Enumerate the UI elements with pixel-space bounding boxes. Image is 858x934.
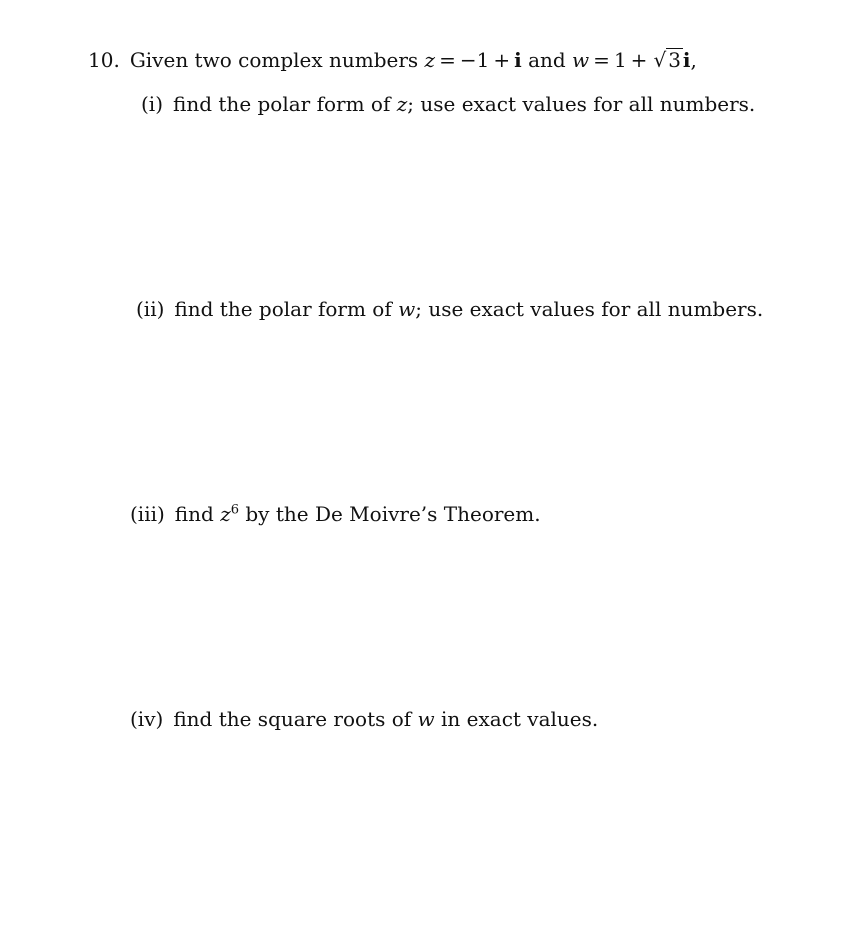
part-variable: z bbox=[396, 92, 408, 116]
part-variable: z bbox=[220, 502, 231, 526]
part-text-b: ; use exact values for all numbers. bbox=[407, 92, 756, 116]
z-real-part: −1 bbox=[459, 48, 490, 72]
imaginary-unit: i bbox=[514, 48, 522, 72]
part-i bbox=[141, 94, 755, 114]
part-label: (i) bbox=[141, 92, 164, 116]
part-label: (iv) bbox=[130, 707, 164, 731]
z-variable: z bbox=[424, 48, 436, 72]
part-ii bbox=[136, 299, 763, 319]
part-iii bbox=[130, 504, 541, 524]
part-iv bbox=[130, 709, 598, 729]
question-stem bbox=[88, 48, 697, 70]
part-text-b: in exact values. bbox=[441, 707, 599, 731]
part-text-a: find the square roots of bbox=[173, 707, 412, 731]
part-text-b: by the De Moivre’s Theorem. bbox=[245, 502, 541, 526]
sqrt-argument: 3 bbox=[668, 48, 681, 72]
question-number: 10. bbox=[88, 48, 120, 72]
equals-sign: = bbox=[439, 48, 456, 72]
part-label: (iii) bbox=[130, 502, 165, 526]
part-text-a: find the polar form of bbox=[174, 297, 392, 321]
sqrt-symbol: √ bbox=[653, 48, 667, 72]
exponent: 6 bbox=[230, 502, 240, 518]
part-variable: w bbox=[417, 707, 435, 731]
w-variable: w bbox=[572, 48, 590, 72]
part-variable: w bbox=[398, 297, 416, 321]
part-text-b: ; use exact values for all numbers. bbox=[415, 297, 764, 321]
part-text-a: find the polar form of bbox=[173, 92, 391, 116]
square-root bbox=[651, 48, 682, 70]
plus-sign-2: + bbox=[630, 48, 648, 72]
plus-sign: + bbox=[493, 48, 511, 72]
w-real-part: 1 bbox=[613, 48, 627, 72]
and-word: and bbox=[528, 48, 566, 72]
equals-sign-2: = bbox=[593, 48, 610, 72]
part-text-a: find bbox=[174, 502, 214, 526]
part-label: (ii) bbox=[136, 297, 165, 321]
imaginary-unit-2: i bbox=[682, 48, 691, 72]
stem-prefix: Given two complex numbers bbox=[129, 48, 419, 72]
stem-comma: , bbox=[690, 48, 697, 72]
